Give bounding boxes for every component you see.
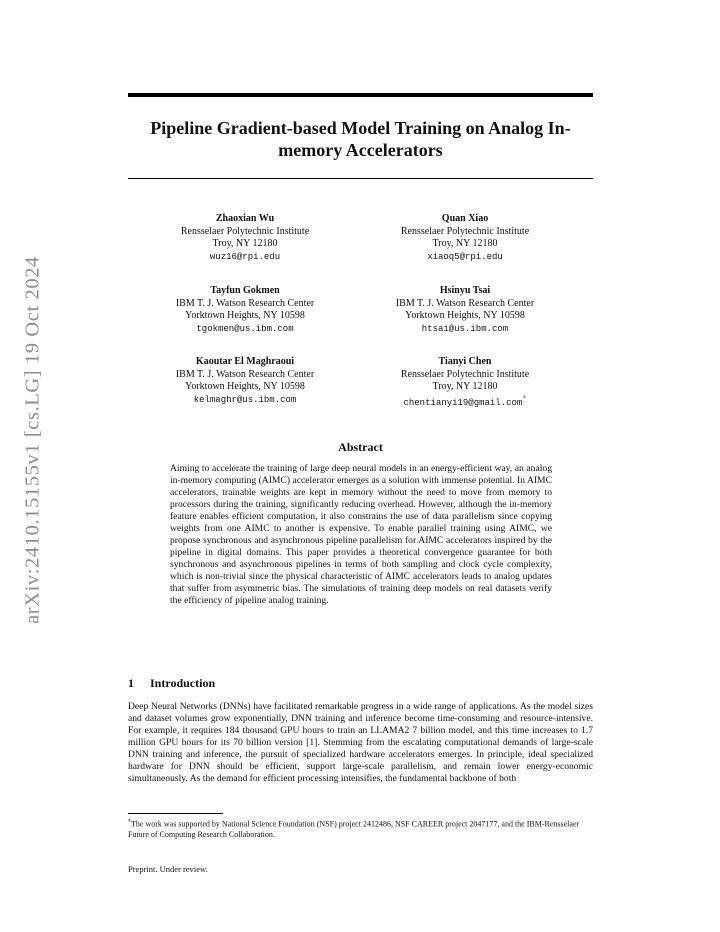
author-name: Hsinyu Tsai	[439, 285, 491, 296]
abstract-text: Aiming to accelerate the training of large deep neural models in an energy-efficient way, an analog in-memory computing (AIMC) accelerator emerges as a solution with immense potential. In AIMC accelerators, trainable weights are kept in memory without the need to move from memory to processors during the training, significantly reducing overhead. However, although the in-memory feature enables efficient computation, it also constrains the use of data parallelism since copying weights from one AIMC to another is expensive. To enable parallel training using AIMC, we propose synchronous and asynchronous pipeline parallelism for AIMC accelerators inspired by the pipeline in digital domains. This paper provides a theoretical convergence guarantee for both synchronous and asynchronous pipelines in terms of both sampling and clock cycle complexity, which is non-trivial since the physical characteristic of AIMC accelerators leads to analog updates that suffer from asymmetric bias. The simulations of training deep models on real datasets verify the efficiency of pipeline analog training.	[170, 463, 552, 606]
arxiv-identifier-stamp	[20, 245, 46, 635]
section-heading-introduction	[128, 676, 215, 691]
author-block	[130, 356, 360, 406]
author-location: Troy, NY 12180	[432, 381, 498, 392]
author-name: Quan Xiao	[441, 213, 489, 224]
author-email	[350, 394, 580, 410]
author-location: Troy, NY 12180	[212, 238, 278, 249]
author-location: Yorktown Heights, NY 10598	[185, 381, 305, 392]
author-email: htsai@us.ibm.com	[421, 323, 509, 334]
author-block	[130, 213, 360, 263]
author-block	[130, 285, 360, 335]
paper-title: Pipeline Gradient-based Model Training on Analog In-memory Accelerators	[150, 118, 571, 160]
author-location: Yorktown Heights, NY 10598	[405, 310, 525, 321]
footnote	[128, 817, 593, 840]
footnote-mark: *	[128, 819, 131, 825]
author-name: Tianyi Chen	[438, 356, 492, 367]
author-affiliation: Rensselaer Polytechnic Institute	[400, 368, 530, 380]
author-email-text: chentianyi19@gmail.com	[403, 397, 523, 408]
author-location: Troy, NY 12180	[432, 238, 498, 249]
footnote-marker: *	[522, 395, 527, 404]
abstract-heading: Abstract	[338, 440, 383, 454]
author-name: Kaoutar El Maghraoui	[195, 356, 295, 367]
footnote-rule	[128, 813, 223, 814]
author-block	[350, 213, 580, 263]
author-affiliation: Rensselaer Polytechnic Institute	[400, 225, 530, 237]
author-email: kelmaghr@us.ibm.com	[193, 394, 297, 405]
author-email: tgokmen@us.ibm.com	[196, 323, 294, 334]
author-name: Zhaoxian Wu	[215, 213, 275, 224]
author-block	[350, 285, 580, 335]
author-email: wuz16@rpi.edu	[209, 251, 281, 262]
author-affiliation: IBM T. J. Watson Research Center	[175, 368, 315, 380]
author-email: xiaoq5@rpi.edu	[427, 251, 503, 262]
author-block	[350, 356, 580, 409]
section-title: Introduction	[150, 676, 216, 690]
arxiv-id-text: arXiv:2410.15155v1 [cs.LG] 19 Oct 2024	[21, 256, 44, 624]
title-top-rule	[128, 93, 593, 97]
footnote-text: The work was supported by National Science Foundation (NSF) project 2412486, NSF CAREER project 2047177, and the IBM-Rensselaer Future of Computing Research Collaboration.	[128, 819, 580, 839]
author-location: Yorktown Heights, NY 10598	[185, 310, 305, 321]
title-bottom-rule	[128, 178, 593, 179]
author-affiliation: IBM T. J. Watson Research Center	[395, 297, 535, 309]
author-affiliation: Rensselaer Polytechnic Institute	[180, 225, 310, 237]
introduction-text: Deep Neural Networks (DNNs) have facilitated remarkable progress in a wide range of applications. As the model sizes and dataset volumes grow exponentially, DNN training and inference become time-consuming and resource-intensive. For example, it requires 184 thousand GPU hours to train an LLAMA2 7 billion model, and this time increases to 1.7 million GPU hours for its 70 billion version [1]. Stemming from the escalating computational demands of large-scale DNN training and inference, the pursuit of specialized hardware accelerators emerges. In principle, ideal specialized hardware for DNN should be efficient, support large-scale parallelism, and remain lower energy-economic simultaneously. As the demand for efficient processing intensifies, the fundamental backbone of both	[128, 701, 593, 784]
preprint-note: Preprint. Under review.	[128, 864, 208, 874]
author-affiliation: IBM T. J. Watson Research Center	[175, 297, 315, 309]
author-name: Tayfun Gokmen	[210, 285, 280, 296]
section-number: 1	[128, 676, 134, 690]
